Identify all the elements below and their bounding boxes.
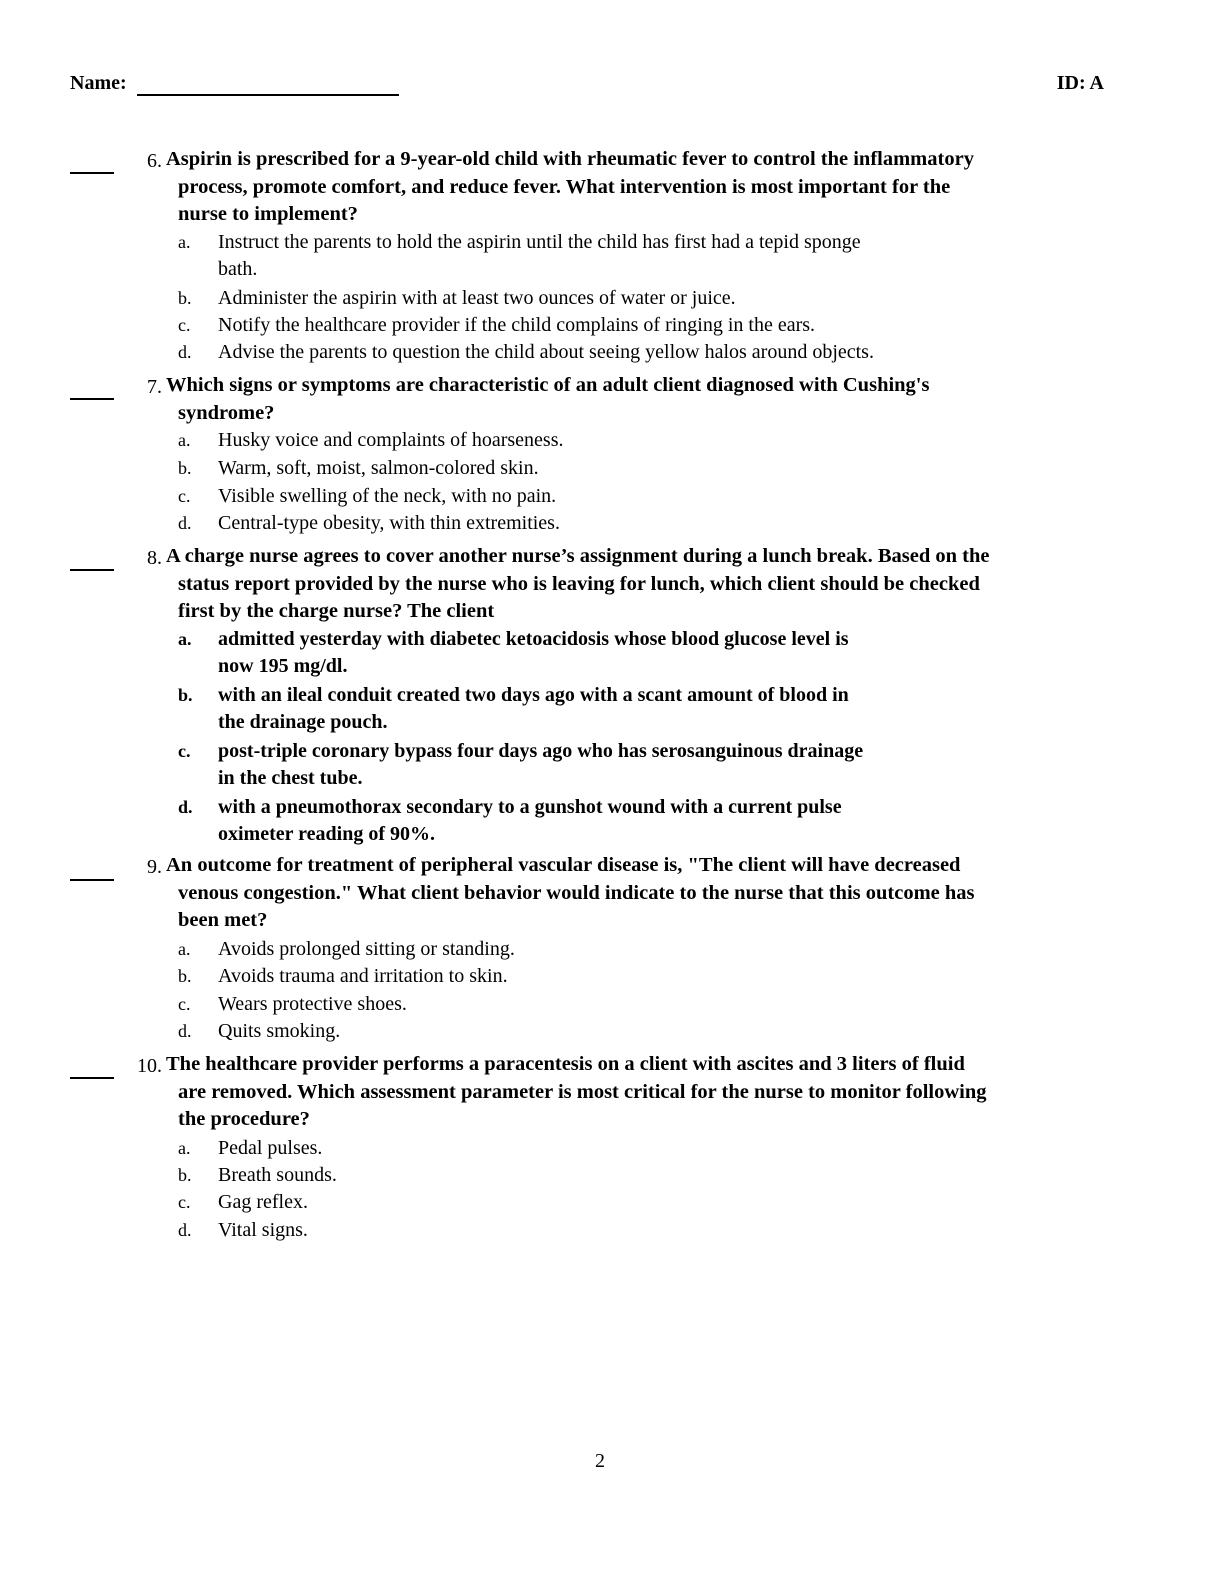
option-a xyxy=(178,626,998,680)
option-letter: c. xyxy=(178,486,191,506)
option-text-line: Warm, soft, moist, salmon-colored skin. xyxy=(218,457,539,479)
question-stem-line: been met? xyxy=(178,909,268,931)
option-letter: b. xyxy=(178,288,192,308)
option-letter: a. xyxy=(178,629,192,649)
option-c xyxy=(178,991,998,1018)
option-c xyxy=(178,483,998,510)
question-stem xyxy=(166,1051,1126,1134)
option-letter: d. xyxy=(178,1021,192,1041)
option-text-line: in the chest tube. xyxy=(218,767,363,789)
question-stem xyxy=(166,372,1126,427)
option-text-line: oximeter reading of 90%. xyxy=(218,823,436,845)
option-text-line: Advise the parents to question the child about seeing yellow halos around objects. xyxy=(218,341,874,363)
question-stem-line: Which signs or symptoms are characteristic of an adult client diagnosed with Cushing's xyxy=(166,374,930,396)
option-letter: b. xyxy=(178,458,192,478)
option-d xyxy=(178,339,998,366)
option-letter: b. xyxy=(178,1165,192,1185)
name-blank-line xyxy=(137,94,399,96)
option-letter: b. xyxy=(178,685,193,705)
option-d xyxy=(178,510,998,537)
option-text-line: Administer the aspirin with at least two ounces of water or juice. xyxy=(218,287,736,309)
option-text-line: Central-type obesity, with thin extremities. xyxy=(218,512,560,534)
question-stem-line: An outcome for treatment of peripheral vascular disease is, "The client will have decreased xyxy=(166,854,961,876)
option-letter: d. xyxy=(178,513,192,533)
question-stem-line: first by the charge nurse? The client xyxy=(178,600,495,622)
question-number: 6. xyxy=(147,150,162,172)
option-text-line: now 195 mg/dl. xyxy=(218,655,348,677)
option-b xyxy=(178,455,998,482)
question-stem-line: The healthcare provider performs a paracentesis on a client with ascites and 3 liters of fluid xyxy=(166,1053,965,1075)
option-text-line: Visible swelling of the neck, with no pain. xyxy=(218,485,557,507)
option-d xyxy=(178,1018,998,1045)
question-stem xyxy=(166,852,1126,935)
question-stem-line: syndrome? xyxy=(178,401,275,424)
option-text-line: Notify the healthcare provider if the child complains of ringing in the ears. xyxy=(218,314,816,336)
name-label: Name: xyxy=(70,72,127,94)
option-d xyxy=(178,794,998,848)
question-stem-line: process, promote comfort, and reduce fever. What intervention is most important for the xyxy=(178,175,951,198)
option-letter: a. xyxy=(178,232,191,252)
option-letter: c. xyxy=(178,1192,191,1212)
option-a xyxy=(178,936,998,963)
option-text-line: with an ileal conduit created two days ago with a scant amount of blood in xyxy=(218,684,849,706)
option-text-line: Avoids trauma and irritation to skin. xyxy=(218,965,508,987)
option-text-line: Wears protective shoes. xyxy=(218,993,407,1015)
question-stem-line: A charge nurse agrees to cover another nurse’s assignment during a lunch break. Based on the xyxy=(166,545,990,567)
option-text-line: with a pneumothorax secondary to a gunshot wound with a current pulse xyxy=(218,796,842,818)
option-text-line: post-triple coronary bypass four days ago who has serosanguinous drainage xyxy=(218,740,864,762)
question-number: 8. xyxy=(147,547,162,569)
option-a xyxy=(178,1135,998,1162)
page-number: 2 xyxy=(595,1450,605,1472)
option-b xyxy=(178,285,998,312)
option-b xyxy=(178,1162,998,1189)
question-stem-line: the procedure? xyxy=(178,1108,310,1130)
option-text-line: Breath sounds. xyxy=(218,1164,337,1186)
option-c xyxy=(178,738,998,792)
option-letter: d. xyxy=(178,797,193,817)
option-text-line: Pedal pulses. xyxy=(218,1137,323,1159)
option-a xyxy=(178,229,998,283)
option-letter: a. xyxy=(178,1138,191,1158)
option-text-line: Quits smoking. xyxy=(218,1020,341,1042)
question-stem-line: status report provided by the nurse who is leaving for lunch, which client should be checked xyxy=(178,572,980,595)
option-b xyxy=(178,963,998,990)
option-letter: d. xyxy=(178,342,192,362)
question-stem xyxy=(166,543,1126,626)
option-text-line: the drainage pouch. xyxy=(218,711,388,733)
option-text-line: Instruct the parents to hold the aspirin until the child has first had a tepid sponge xyxy=(218,231,861,253)
option-b xyxy=(178,682,998,736)
id-label: ID: A xyxy=(1056,72,1104,94)
question-stem-line: venous congestion." What client behavior would indicate to the nurse that this outcome has xyxy=(178,881,975,904)
option-letter: c. xyxy=(178,994,191,1014)
question-number: 10. xyxy=(137,1055,162,1077)
option-d xyxy=(178,1217,998,1244)
question-stem-line: are removed. Which assessment parameter is most critical for the nurse to monitor following xyxy=(178,1080,987,1103)
option-text-line: Husky voice and complaints of hoarseness. xyxy=(218,429,564,451)
option-letter: a. xyxy=(178,939,191,959)
option-letter: b. xyxy=(178,966,192,986)
option-text-line: bath. xyxy=(218,258,258,280)
option-letter: a. xyxy=(178,430,191,450)
option-letter: c. xyxy=(178,315,191,335)
option-c xyxy=(178,1189,998,1216)
option-letter: d. xyxy=(178,1220,192,1240)
option-text-line: Vital signs. xyxy=(218,1219,308,1241)
option-letter: c. xyxy=(178,741,191,761)
option-text-line: Gag reflex. xyxy=(218,1191,308,1213)
option-text-line: Avoids prolonged sitting or standing. xyxy=(218,938,515,960)
question-number: 9. xyxy=(147,856,162,878)
option-a xyxy=(178,427,998,454)
question-stem-line: nurse to implement? xyxy=(178,203,358,225)
question-number: 7. xyxy=(147,376,162,398)
question-stem xyxy=(166,146,1126,229)
option-c xyxy=(178,312,998,339)
page-header xyxy=(70,72,1104,102)
option-text-line: admitted yesterday with diabetec ketoacidosis whose blood glucose level is xyxy=(218,628,849,650)
question-stem-line: Aspirin is prescribed for a 9-year-old child with rheumatic fever to control the inflammatory xyxy=(166,148,974,170)
